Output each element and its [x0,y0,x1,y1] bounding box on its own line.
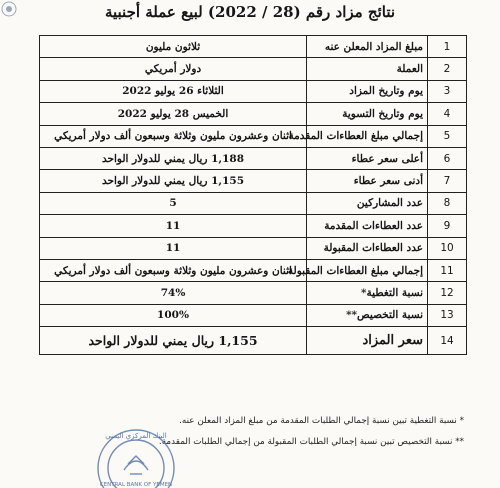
row-value: 11 [40,237,307,259]
row-value: اثنان وعشرون مليون وثلاثة وسبعون ألف دولار أمريكي [40,259,307,281]
row-value: 5 [40,192,307,214]
row-value: 1,155 ريال يمني للدولار الواحد [40,170,307,192]
row-value: 11 [40,215,307,237]
row-label: مبلغ المزاد المعلن عنه [307,36,428,58]
table-row [40,304,467,326]
row-number: 9 [428,215,467,237]
footnote-allocation: ** نسبة التخصيص تبين نسبة إجمالي الطلبات المقبولة من إجمالي الطلبات المقدمة. [158,437,464,447]
bank-seal-stamp [86,418,186,488]
table-row [40,80,467,102]
row-label: عدد المشاركين [307,192,428,214]
row-number: 12 [428,282,467,304]
row-label: يوم وتاريخ التسوية [307,103,428,125]
row-value: 1,188 ريال يمني للدولار الواحد [40,147,307,169]
svg-text:البنك المركزي اليمني: البنك المركزي اليمني [105,432,167,440]
row-label: عدد العطاءات المقدمة [307,215,428,237]
table-row [40,147,467,169]
row-number: 3 [428,80,467,102]
row-number: 11 [428,259,467,281]
row-label: أعلى سعر عطاء [307,147,428,169]
row-number: 6 [428,147,467,169]
row-number: 10 [428,237,467,259]
row-label: نسبة التغطية* [307,282,428,304]
row-label: نسبة التخصيص** [307,304,428,326]
table-row [40,36,467,58]
row-label: أدنى سعر عطاء [307,170,428,192]
row-label: إجمالي مبلغ العطاءات المقبولة [307,259,428,281]
row-label: سعر المزاد [307,327,428,355]
row-number: 13 [428,304,467,326]
svg-text:CENTRAL BANK OF YEMEN: CENTRAL BANK OF YEMEN [99,482,173,488]
row-value: الثلاثاء 26 يوليو 2022 [40,80,307,102]
row-value: دولار أمريكي [40,58,307,80]
table-row [40,125,467,147]
row-number: 2 [428,58,467,80]
table-row [40,103,467,125]
table-row [40,170,467,192]
table-row [40,237,467,259]
row-label: إجمالي مبلغ العطاءات المقدمة [307,125,428,147]
row-value: 74% [40,282,307,304]
table-row [40,192,467,214]
row-value: 1,155 ريال يمني للدولار الواحد [40,327,307,355]
table-row [40,282,467,304]
table-row [40,327,467,355]
table-row [40,58,467,80]
row-number: 5 [428,125,467,147]
row-label: عدد العطاءات المقبولة [307,237,428,259]
row-number: 7 [428,170,467,192]
row-label: العملة [307,58,428,80]
auction-results-table [39,35,467,355]
footnote-coverage: * نسبة التغطية تبين نسبة إجمالي الطلبات المقدمة من مبلغ المزاد المعلن عنه. [179,416,464,426]
row-value: 100% [40,304,307,326]
document-title: نتائج مزاد رقم (28 / 2022) لبيع عملة أجنبية [104,3,396,21]
row-value: ثلاثون مليون [40,36,307,58]
table-row [40,259,467,281]
row-number: 14 [428,327,467,355]
row-value: اثنان وعشرون مليون وثلاثة وسبعون ألف دولار أمريكي [40,125,307,147]
table-row [40,215,467,237]
row-number: 4 [428,103,467,125]
row-value: الخميس 28 يوليو 2022 [40,103,307,125]
row-number: 1 [428,36,467,58]
row-number: 8 [428,192,467,214]
row-label: يوم وتاريخ المزاد [307,80,428,102]
